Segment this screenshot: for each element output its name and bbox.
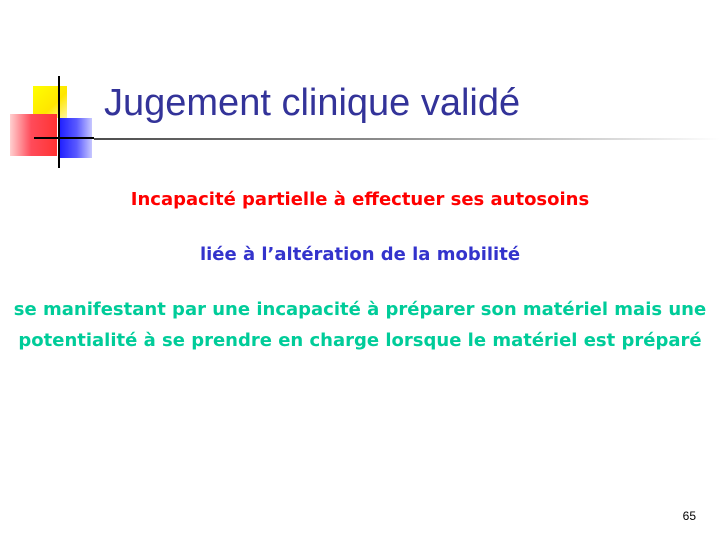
slide-title: Jugement clinique validé [104, 82, 521, 124]
logo-horizontal-line [34, 137, 94, 139]
manifestation-paragraph [0, 299, 720, 361]
manifestation-text-2: potentialité à se prendre en charge lorsque le matériel est préparé [18, 330, 702, 351]
decorative-squares-logo [0, 70, 110, 170]
page-number: 65 [682, 509, 696, 523]
red-square [10, 114, 57, 156]
manifestation-text-1: se manifestant par une incapacité à préparer son matériel mais une [13, 299, 707, 320]
diagnosis-line: Incapacité partielle à effectuer ses autosoins [130, 189, 590, 210]
related-factor-line: liée à l’altération de la mobilité [199, 244, 521, 265]
logo-vertical-line [58, 76, 60, 168]
title-underline [94, 138, 720, 140]
